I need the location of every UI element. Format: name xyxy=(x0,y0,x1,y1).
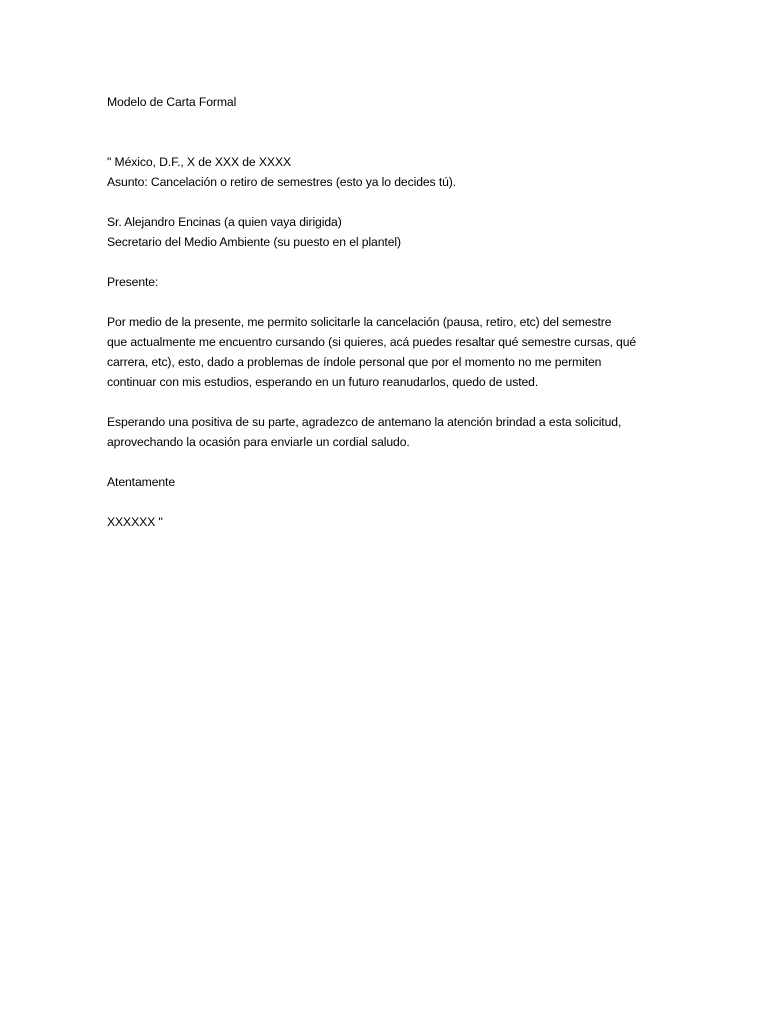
subject-line: Asunto: Cancelación o retiro de semestres (esto ya lo decides tú). xyxy=(107,175,457,189)
paragraph-line: que actualmente me encuentro cursando (si quieres, acá puedes resaltar qué semestre cursas, qué xyxy=(107,335,637,349)
body-paragraph-1 xyxy=(107,312,667,392)
paragraph-line: carrera, etc), esto, dado a problemas de índole personal que por el momento no me permiten xyxy=(107,355,602,369)
paragraph-line: Esperando una positiva de su parte, agradezco de antemano la atención brindad a esta solicitud, xyxy=(107,415,622,429)
recipient-name: Sr. Alejandro Encinas (a quien vaya dirigida) xyxy=(107,215,342,229)
recipient-position: Secretario del Medio Ambiente (su puesto en el plantel) xyxy=(107,235,401,249)
paragraph-line: aprovechando la ocasión para enviarle un cordial saludo. xyxy=(107,435,410,449)
paragraph-line: continuar con mis estudios, esperando en un futuro reanudarlos, quedo de usted. xyxy=(107,375,539,389)
place-date-line: " México, D.F., X de XXX de XXXX xyxy=(107,155,292,169)
closing: Atentamente xyxy=(107,475,176,489)
letter-title: Modelo de Carta Formal xyxy=(107,95,237,109)
paragraph-line: Por medio de la presente, me permito solicitarle la cancelación (pausa, retiro, etc) del semestre xyxy=(107,315,612,329)
signature: XXXXXX " xyxy=(107,515,163,529)
formal-letter xyxy=(107,92,667,532)
salutation: Presente: xyxy=(107,275,159,289)
body-paragraph-2 xyxy=(107,412,667,452)
